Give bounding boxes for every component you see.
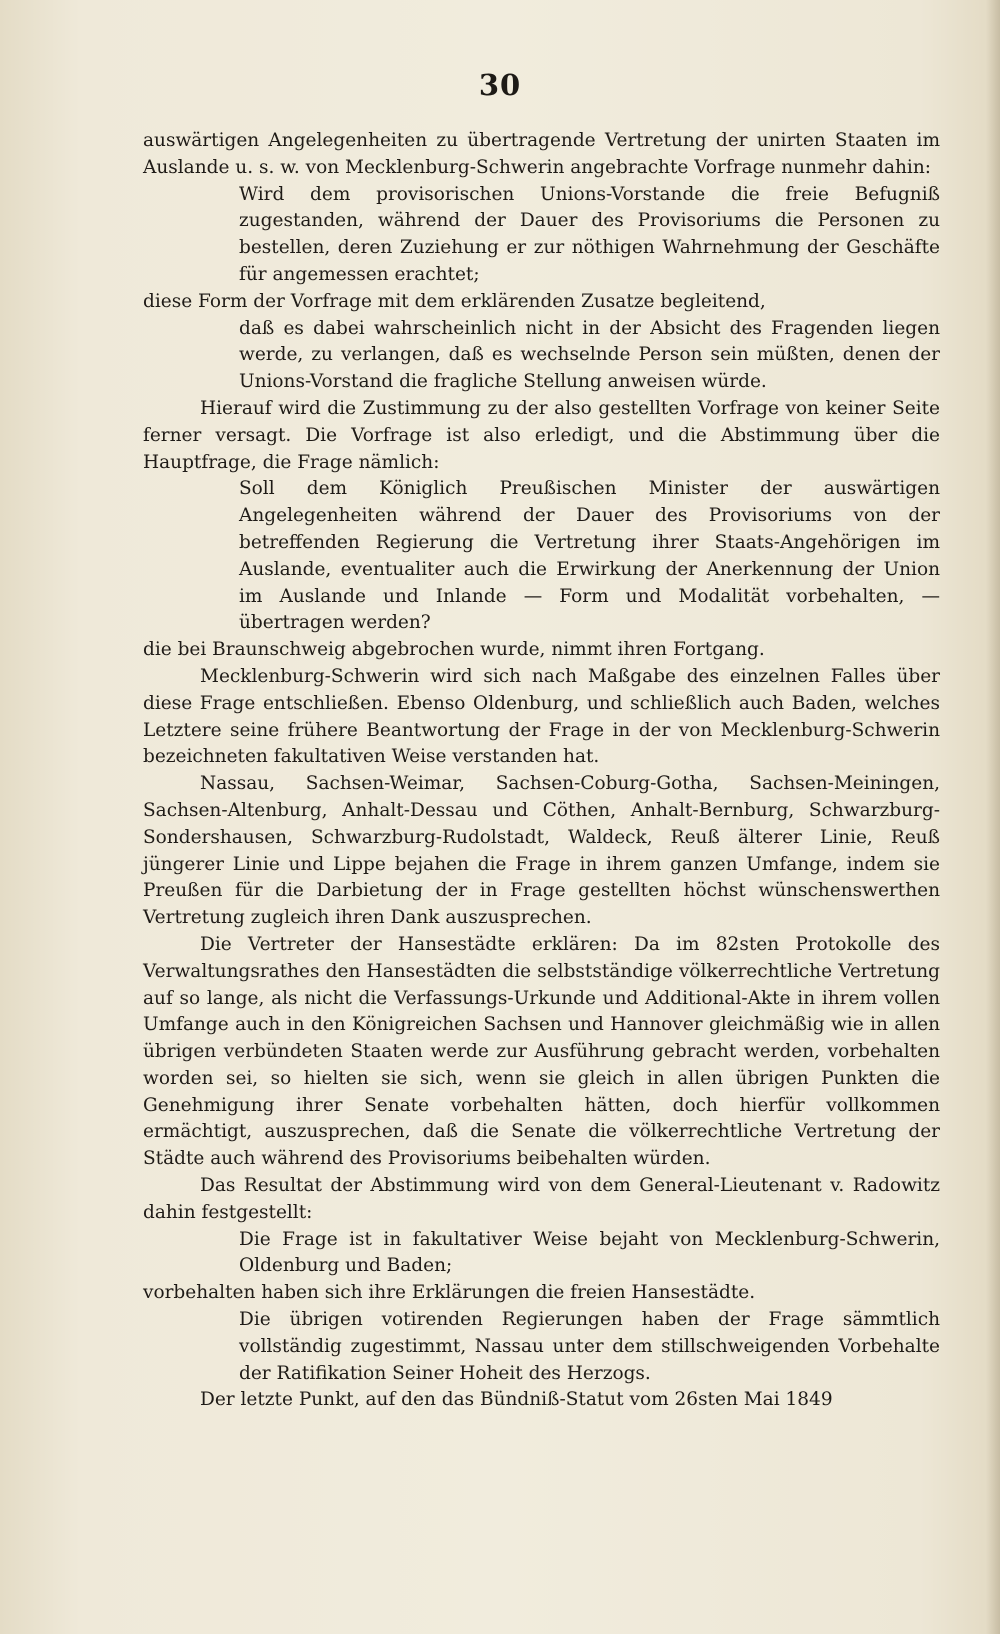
page-edge-shadow	[986, 0, 1000, 1634]
paragraph-3: diese Form der Vorfrage mit dem erklärenden Zusatze begleitend,	[143, 290, 766, 312]
paragraph-2: Wird dem provisorischen Unions-Vorstande die freie Befugniß zugestanden, während der Dauer des Provisoriums die Personen zu bestellen, deren Zuziehung er zur nöthigen Wahrnehmung der Geschäfte für angemessen erachtet;	[239, 183, 940, 285]
paragraph-6: Soll dem Königlich Preußischen Minister der auswärtigen Angelegenheiten während der Dauer des Provisoriums von der betreffenden Regierung die Vertretung ihrer Staats-Angehörigen im Auslande, eventualiter auch die Erwirkung der Anerkennung der Union im Auslande und Inlande — Form und Modalität vorbehalten, — übertragen werden?	[239, 478, 940, 634]
paragraph-13: vorbehalten haben sich ihre Erklärungen die freien Hansestädte.	[143, 1282, 756, 1304]
paragraph-8: Mecklenburg-Schwerin wird sich nach Maßgabe des einzelnen Falles über diese Frage entschließen. Ebenso Oldenburg, und schließlich auch Baden, welches Letztere seine frühere Beantwortung der Frage in der von Mecklenburg-Schwerin bezeichneten fakultativen Weise verstanden hat.	[143, 665, 940, 768]
paragraph-9: Nassau, Sachsen-Weimar, Sachsen-Coburg-Gotha, Sachsen-Meiningen, Sachsen-Altenburg, Anhalt-Dessau und Cöthen, Anhalt-Bernburg, Schwarzburg-Sondershausen, Schwarzburg-Rudolstadt, Waldeck, Reuß älterer Linie, Reuß jüngerer Linie und Lippe bejahen die Frage in ihrem ganzen Umfange, indem sie Preußen für die Darbietung der in Frage gestellten höchst wünschenswerthen Vertretung zugleich ihren Dank auszusprechen.	[143, 773, 940, 929]
paragraph-4: daß es dabei wahrscheinlich nicht in der Absicht des Fragenden liegen werde, zu verlangen, daß es wechselnde Person sein müßten, denen der Unions-Vorstand die fragliche Stellung anweisen würde.	[239, 317, 940, 393]
paragraph-1: auswärtigen Angelegenheiten zu übertragende Vertretung der unirten Staaten im Auslande u. s. w. von Mecklenburg-Schwerin angebrachte Vorfrage nunmehr dahin:	[143, 130, 940, 178]
body-text	[143, 128, 940, 1414]
paragraph-15: Der letzte Punkt, auf den das Bündniß-Statut vom 26sten Mai 1849	[200, 1389, 833, 1411]
page-number: 30	[478, 68, 522, 102]
paragraph-10: Die Vertreter der Hansestädte erklären: Da im 82sten Protokolle des Verwaltungsrathes den Hansestädten die selbstständige völkerrechtliche Vertretung auf so lange, als nicht die Verfassungs-Urkunde und Additional-Akte in ihrem vollen Umfange auch in den Königreichen Sachsen und Hannover gleichmäßig wie in allen übrigen verbündeten Staaten werde zur Ausführung gebracht werden, vorbehalten worden sei, so hielten sie sich, wenn sie gleich in allen übrigen Punkten die Genehmigung ihrer Senate vorbehalten hätten, doch hierfür vollkommen ermächtigt, auszusprechen, daß die Senate die völkerrechtliche Vertretung der Städte auch während des Provisoriums beibehalten würden.	[143, 933, 940, 1170]
paragraph-7: die bei Braunschweig abgebrochen wurde, nimmt ihren Fortgang.	[143, 639, 765, 661]
paragraph-12: Die Frage ist in fakultativer Weise bejaht von Mecklenburg-Schwerin, Oldenburg und Baden;	[239, 1228, 940, 1277]
paragraph-5: Hierauf wird die Zustimmung zu der also gestellten Vorfrage von keiner Seite ferner versagt. Die Vorfrage ist also erledigt, und die Abstimmung über die Hauptfrage, die Frage nämlich:	[143, 397, 940, 473]
paragraph-11: Das Resultat der Abstimmung wird von dem General-Lieutenant v. Radowitz dahin festgestellt:	[143, 1175, 940, 1223]
paragraph-14: Die übrigen votirenden Regierungen haben der Frage sämmtlich vollständig zugestimmt, Nassau unter dem stillschweigenden Vorbehalte der Ratifikation Seiner Hoheit des Herzogs.	[239, 1309, 940, 1384]
